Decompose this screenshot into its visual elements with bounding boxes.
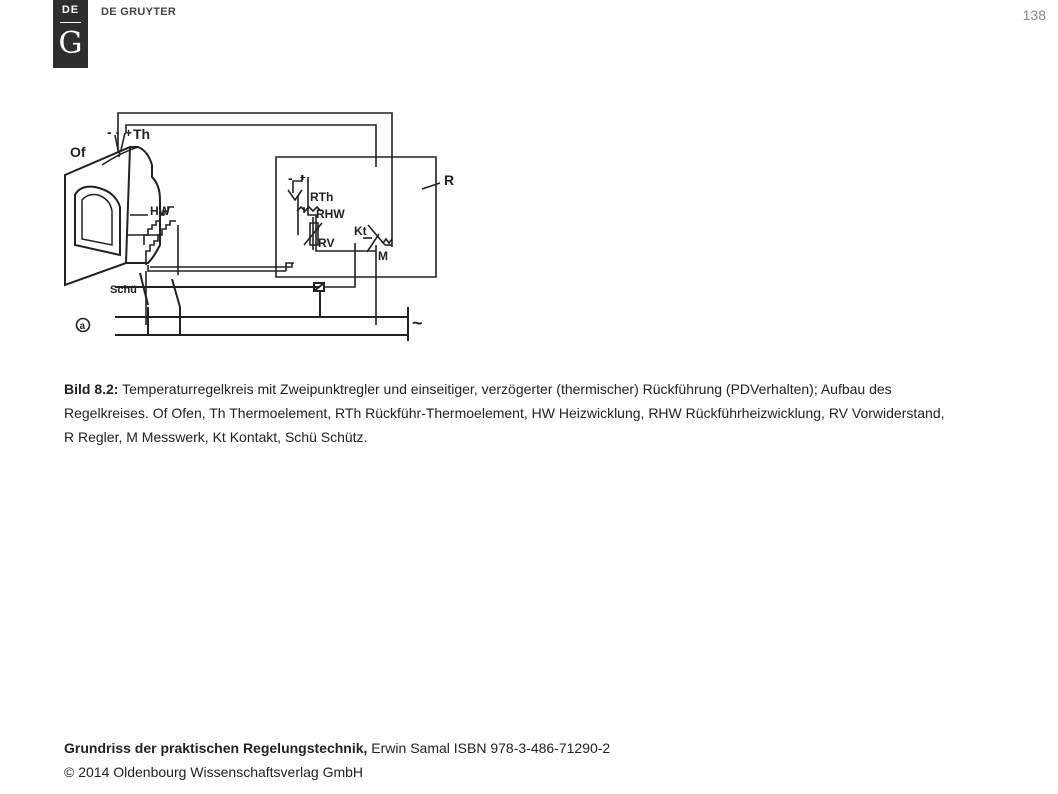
- label-r-leader: [422, 183, 440, 189]
- label-r: R: [444, 172, 455, 188]
- label-rv: RV: [318, 236, 335, 250]
- label-minus-th: -: [107, 124, 112, 140]
- citation-footer: [64, 736, 610, 784]
- caption-label: Bild 8.2:: [64, 381, 119, 397]
- label-kt: Kt: [354, 224, 367, 238]
- label-rhw: RHW: [316, 207, 345, 221]
- label-tilde: ~: [412, 313, 423, 333]
- caption-text: Temperaturregelkreis mit Zweipunktregler und einseitiger, verzögerter (thermischer) Rückführung (PDVerhalten); Aufbau des Regelkreises. Of Ofen, Th Thermoelement, RTh Rückführ-Thermoelement, HW Heizwicklung, RHW Rückführheizwicklung, RV Vorwiderstand, R Regler, M Messwerk, Kt Kontakt, Schü Schütz.: [64, 381, 945, 445]
- label-minus-rth: -: [288, 170, 293, 186]
- circuit-diagram: [60, 95, 480, 345]
- page-number: 138: [1022, 7, 1046, 23]
- copyright: © 2014 Oldenbourg Wissenschaftsverlag GmbH: [64, 764, 364, 780]
- label-schu: Schü: [110, 284, 137, 296]
- label-rth: RTh: [310, 190, 334, 204]
- label-th: Th: [133, 126, 151, 142]
- label-plus-rth: +: [300, 173, 306, 184]
- label-m: M: [378, 249, 388, 263]
- logo-g-text: G: [58, 26, 83, 61]
- label-of: Of: [70, 144, 86, 160]
- publisher-logo: [53, 0, 88, 68]
- power-lines: [115, 273, 408, 341]
- logo-de-text: DE: [61, 4, 80, 16]
- book-title: Grundriss der praktischen Regelungstechnik,: [64, 740, 368, 756]
- publisher-name: DE GRUYTER: [101, 6, 177, 18]
- book-info: Erwin Samal ISBN 978-3-486-71290-2: [367, 740, 611, 756]
- label-a: a: [79, 321, 86, 332]
- wiring: [118, 113, 436, 325]
- logo-divider: [60, 22, 81, 23]
- label-plus-th: +: [125, 126, 133, 140]
- figure-caption: [64, 377, 954, 449]
- label-hw: HW: [150, 204, 170, 218]
- book-reference: [64, 736, 610, 760]
- circuit-figure: [60, 95, 480, 345]
